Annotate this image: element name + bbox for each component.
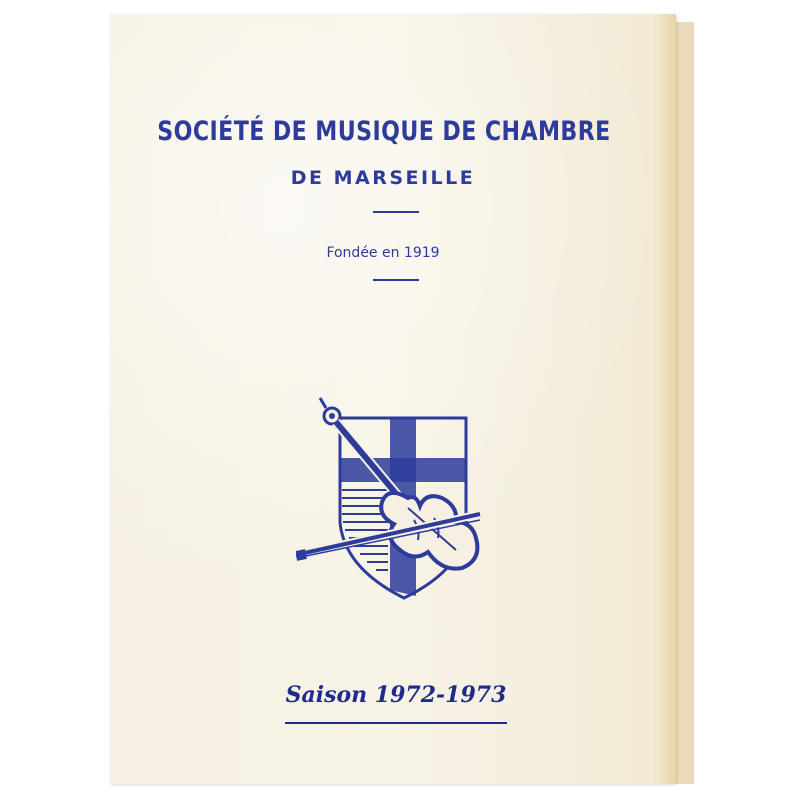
founded-text: Fondée en 1919 bbox=[326, 245, 440, 261]
season-text: Saison 1972-1973 bbox=[285, 682, 507, 708]
society-title: SOCIÉTÉ DE MUSIQUE DE CHAMBRE bbox=[157, 116, 611, 147]
season-underline bbox=[285, 722, 507, 724]
program-cover-page bbox=[110, 14, 676, 784]
divider-bottom bbox=[373, 279, 419, 281]
divider-top bbox=[373, 211, 419, 213]
shield-violin-emblem-icon bbox=[296, 390, 496, 602]
city-title: DE MARSEILLE bbox=[290, 167, 476, 189]
